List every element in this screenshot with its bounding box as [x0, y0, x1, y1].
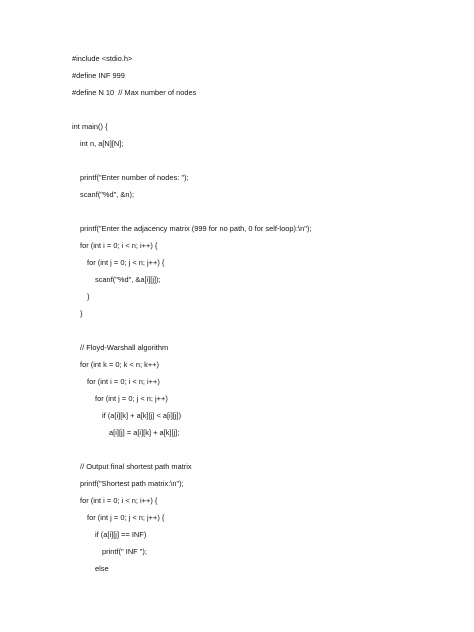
- code-line-if-inf: if (a[i][j] == INF): [95, 530, 147, 539]
- code-line-printf-inf: printf(" INF ");: [102, 547, 147, 556]
- code-line-if-compare: if (a[i][k] + a[k][j] < a[i][j]): [102, 411, 182, 420]
- code-line-include: #include <stdio.h>: [72, 54, 133, 63]
- code-line-comment-output: // Output final shortest path matrix: [80, 462, 192, 471]
- code-line-main: int main() {: [72, 122, 108, 131]
- code-line-for-i-algo: for (int i = 0; i < n; i++): [87, 377, 160, 386]
- code-line-for-j-algo: for (int j = 0; j < n; j++): [95, 394, 168, 403]
- code-line-assign: a[i][j] = a[i][k] + a[k][j];: [109, 428, 180, 437]
- code-line-for-j-output: for (int j = 0; j < n; j++) {: [87, 513, 165, 522]
- code-line-close-j: }: [87, 292, 90, 301]
- code-line-scanf-aij: scanf("%d", &a[i][j]);: [95, 275, 161, 284]
- code-line-printf-matrix: printf("Enter the adjacency matrix (999 for no path, 0 for self-loop):\n");: [80, 224, 312, 233]
- code-line-for-i-output: for (int i = 0; i < n; i++) {: [80, 496, 158, 505]
- code-line-define-inf: #define INF 999: [72, 71, 125, 80]
- code-line-comment-floyd: // Floyd-Warshall algorithm: [80, 343, 169, 352]
- code-line-define-n: #define N 10 // Max number of nodes: [72, 88, 197, 97]
- code-line-for-j-input: for (int j = 0; j < n; j++) {: [87, 258, 165, 267]
- code-line-declare: int n, a[N][N];: [80, 139, 124, 148]
- code-line-scanf-n: scanf("%d", &n);: [80, 190, 135, 199]
- code-line-printf-nodes: printf("Enter number of nodes: ");: [80, 173, 189, 182]
- code-line-for-i-input: for (int i = 0; i < n; i++) {: [80, 241, 158, 250]
- code-line-for-k: for (int k = 0; k < n; k++): [80, 360, 159, 369]
- code-line-else: else: [95, 564, 109, 573]
- code-line-printf-shortest: printf("Shortest path matrix:\n");: [80, 479, 184, 488]
- code-line-close-i: }: [80, 309, 83, 318]
